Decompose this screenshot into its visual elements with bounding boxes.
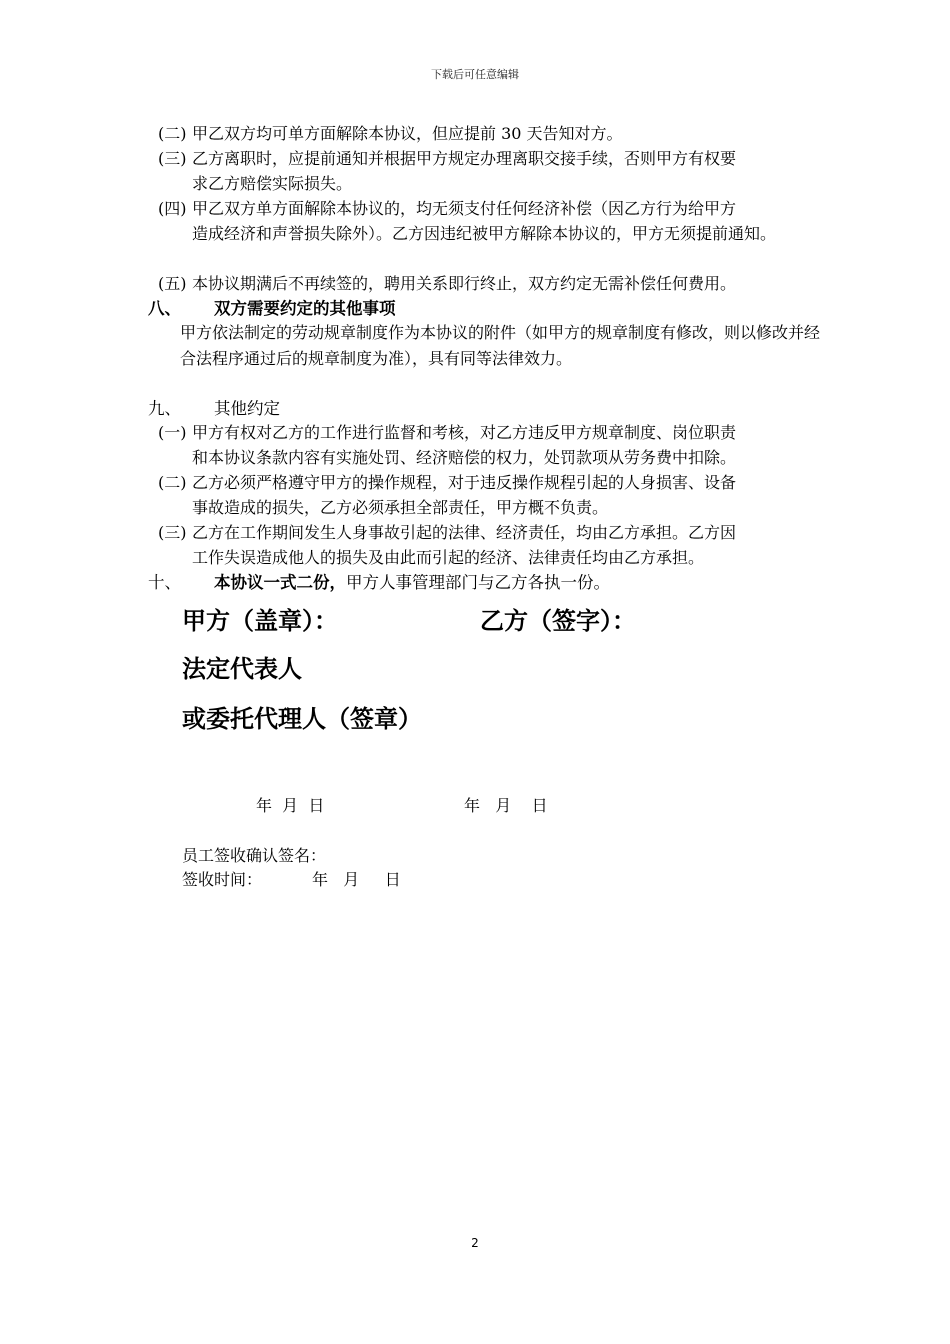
list-item [158,470,830,520]
employee-sign-label: 员工签收确认签名： [182,846,327,865]
item-text: 甲乙双方均可单方面解除本协议，但应提前 30 天告知对方。 [192,124,623,143]
section-title: 其他约定 [214,399,280,418]
receipt-time-label: 签收时间： [182,870,263,889]
party-a-date: 年 月 日 [256,796,325,815]
item-marker: (三) [158,149,187,168]
item-text: 乙方在工作期间发生人身事故引起的法律、经济责任，均由乙方承担。乙方因 [192,523,737,542]
list-item [158,146,830,196]
item-text-continued: 工作失误造成他人的损失及由此而引起的经济、法律责任均由乙方承担。 [192,548,705,567]
item-marker: (一) [158,423,187,442]
item-marker: (五) [158,274,187,293]
section-number: 十、 [148,573,181,592]
party-b-date: 年 月 日 [464,796,548,815]
list-item [158,121,830,146]
legal-representative-label: 法定代表人 [182,654,302,683]
item-text-continued: 造成经济和声誉损失除外）。乙方因违纪被甲方解除本协议的，甲方无须提前通知。 [192,224,777,243]
item-marker: (二) [158,124,187,143]
list-item [158,520,830,570]
item-text-continued: 和本协议条款内容有实施处罚、经济赔偿的权力，处罚款项从劳务费中扣除。 [192,448,737,467]
section-heading-9 [148,396,280,421]
section-title: 双方需要约定的其他事项 [214,299,396,318]
item-text: 甲方有权对乙方的工作进行监督和考核，对乙方违反甲方规章制度、岗位职责 [192,423,737,442]
item-marker: (二) [158,473,187,492]
party-b-sign-label: 乙方（签字）： [480,606,636,635]
list-item [158,271,830,296]
receipt-time-date: 年 月 日 [312,870,401,889]
section-number: 八、 [148,299,181,318]
item-text-continued: 求乙方赔偿实际损失。 [192,174,353,193]
section10-text: 甲方人事管理部门与乙方各执一份。 [346,573,610,592]
section8-paragraph: 甲方依法制定的劳动规章制度作为本协议的附件（如甲方的规章制度有修改，则以修改并经合法程序通过后的规章制度为准），具有同等法律效力。 [180,323,821,368]
header-note: 下载后可任意编辑 [431,68,519,81]
section-number: 九、 [148,399,181,418]
item-text: 甲乙双方单方面解除本协议的，均无须支付任何经济补偿（因乙方行为给甲方 [192,199,737,218]
item-marker: (四) [158,199,187,218]
list-item [158,196,830,246]
party-a-seal-label: 甲方（盖章）： [182,606,338,635]
list-item [158,420,830,470]
item-text-continued: 事故造成的损失，乙方必须承担全部责任，甲方概不负责。 [192,498,609,517]
item-text: 乙方必须严格遵守甲方的操作规程，对于违反操作规程引起的人身损害、设备 [192,473,737,492]
section10-text-bold: 本协议一式二份， [214,573,346,592]
agent-seal-label: 或委托代理人（签章） [182,704,422,733]
section-heading-8 [148,296,396,321]
item-marker: (三) [158,523,187,542]
item-text: 本协议期满后不再续签的，聘用关系即行终止，双方约定无需补偿任何费用。 [192,274,737,293]
page-number: 2 [471,1236,479,1250]
item-text: 乙方离职时，应提前通知并根据甲方规定办理离职交接手续，否则甲方有权要 [192,149,737,168]
section-heading-10 [148,570,610,595]
